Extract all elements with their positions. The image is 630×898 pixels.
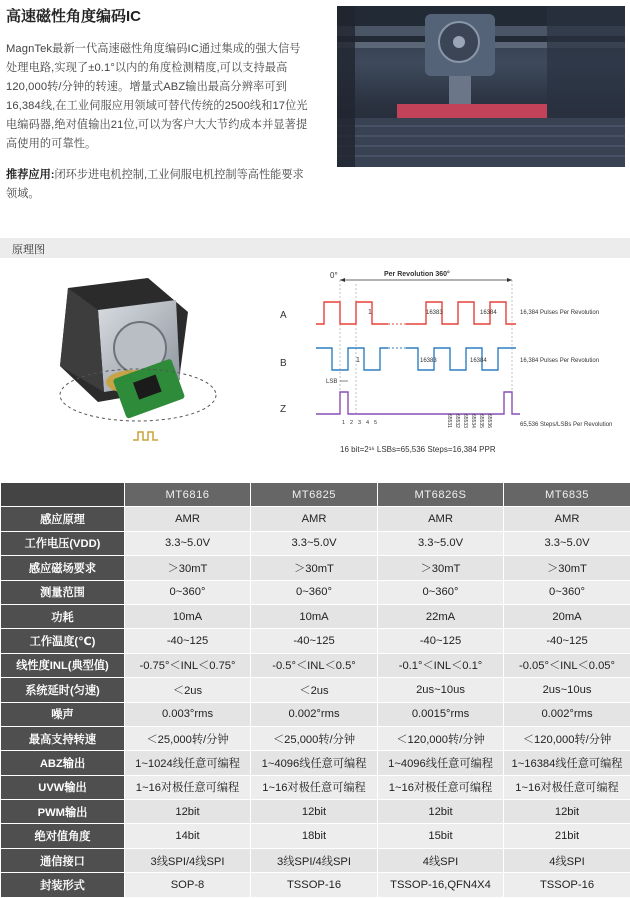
table-cell: ＜2us — [251, 678, 378, 702]
table-cell: 2us~10us — [378, 678, 504, 702]
table-cell: 0.0015°rms — [378, 702, 504, 726]
table-cell: 3.3~5.0V — [251, 531, 378, 555]
b-count-2: 16384 — [470, 358, 487, 364]
table-cell: 1~16对极任意可编程 — [125, 775, 251, 799]
table-cell: AMR — [504, 507, 630, 531]
table-cell: 14bit — [125, 824, 251, 848]
header-cell: MT6816 — [125, 483, 251, 507]
table-cell: 18bit — [251, 824, 378, 848]
motor-illustration — [28, 270, 238, 455]
table-row — [1, 848, 630, 872]
row-label: 测量范围 — [1, 580, 125, 604]
section-header — [0, 238, 630, 258]
table-cell: 12bit — [378, 800, 504, 824]
row-label: 工作温度(℃) — [1, 629, 125, 653]
table-cell: 1~16对极任意可编程 — [504, 775, 630, 799]
row-label: 最高支持转速 — [1, 726, 125, 750]
end-tick-6: 65536 — [486, 414, 492, 428]
step-tick-2: 2 — [350, 420, 354, 426]
table-cell: 3线SPI/4线SPI — [251, 848, 378, 872]
step-tick-1: 1 — [342, 420, 346, 426]
table-cell: ＜2us — [125, 678, 251, 702]
revolution-label: Per Revolution 360° — [384, 271, 450, 278]
channel-z-label: Z — [280, 404, 287, 415]
table-cell: -40~125 — [251, 629, 378, 653]
application-paragraph — [6, 166, 311, 204]
table-cell: -0.5°＜INL＜0.5° — [251, 653, 378, 677]
row-label: 工作电压(VDD) — [1, 531, 125, 555]
table-cell: AMR — [251, 507, 378, 531]
table-cell: TSSOP-16 — [504, 873, 630, 897]
table-cell: 1~1024线任意可编程 — [125, 751, 251, 775]
table-header-row — [1, 483, 630, 507]
table-cell: 1~16对极任意可编程 — [378, 775, 504, 799]
table-cell: 0~360° — [251, 580, 378, 604]
table-cell: SOP-8 — [125, 873, 251, 897]
page-title: 高速磁性角度编码IC — [6, 8, 142, 25]
step-tick-3: 3 — [358, 420, 362, 426]
intro-paragraph: MagnTek最新一代高速磁性角度编码IC通过集成的强大信号处理电路,实现了±0.1°以内的角度检测精度,可以支持最高120,000转/分钟的转速。增量式ABZ输出最高分辨率可到16,384线,在工业伺服应用领域可替代传统的2500线和17位光电编码器,绝对值输出21位,可以为客户大大节约成本并显著提高使用的可靠性。 — [6, 43, 308, 150]
row-label: 噪声 — [1, 702, 125, 726]
application-text: 闭环步进电机控制,工业伺服电机控制等高性能要求领域。 — [6, 169, 304, 200]
table-cell: -0.05°＜INL＜0.05° — [504, 653, 630, 677]
end-tick-1: 65531 — [446, 414, 452, 428]
table-cell: ＜25,000转/分钟 — [251, 726, 378, 750]
row-label: 通信接口 — [1, 848, 125, 872]
table-cell: 21bit — [504, 824, 630, 848]
zero-degree-label: 0° — [330, 271, 338, 280]
a-desc: 16,384 Pulses Per Revolution — [520, 310, 600, 316]
table-cell: 4线SPI — [378, 848, 504, 872]
header-cell: MT6825 — [251, 483, 378, 507]
table-row — [1, 824, 630, 848]
table-cell: 3.3~5.0V — [125, 531, 251, 555]
header-corner — [1, 483, 125, 507]
row-label: UVW输出 — [1, 775, 125, 799]
end-tick-4: 65534 — [470, 414, 476, 428]
z-desc: 65,536 Steps/LSBs Per Revolution — [520, 422, 613, 428]
table-cell: -40~125 — [125, 629, 251, 653]
header-cell: MT6826S — [378, 483, 504, 507]
printer-photo — [337, 6, 625, 167]
table-cell: 1~4096线任意可编程 — [251, 751, 378, 775]
table-row — [1, 678, 630, 702]
table-cell: 0.002°rms — [251, 702, 378, 726]
row-label: 封装形式 — [1, 873, 125, 897]
table-cell: ＞30mT — [125, 556, 251, 580]
table-cell: 0~360° — [504, 580, 630, 604]
step-tick-4: 4 — [366, 420, 370, 426]
table-cell: 22mA — [378, 604, 504, 628]
table-cell: 12bit — [504, 800, 630, 824]
row-label: ABZ输出 — [1, 751, 125, 775]
table-row — [1, 507, 630, 531]
table-row — [1, 531, 630, 555]
table-row — [1, 800, 630, 824]
spec-table — [0, 482, 630, 898]
end-tick-2: 65532 — [454, 414, 460, 428]
table-cell: AMR — [378, 507, 504, 531]
table-cell: ＞30mT — [504, 556, 630, 580]
timing-diagram — [276, 264, 628, 464]
table-cell: 12bit — [251, 800, 378, 824]
table-row — [1, 604, 630, 628]
row-label: PWM输出 — [1, 800, 125, 824]
table-cell: 1~4096线任意可编程 — [378, 751, 504, 775]
end-tick-3: 65533 — [462, 414, 468, 428]
row-label: 线性度INL(典型值) — [1, 653, 125, 677]
table-cell: -40~125 — [504, 629, 630, 653]
table-row — [1, 702, 630, 726]
table-cell: ＜25,000转/分钟 — [125, 726, 251, 750]
table-cell: 0.003°rms — [125, 702, 251, 726]
row-label: 感应原理 — [1, 507, 125, 531]
row-label: 感应磁场要求 — [1, 556, 125, 580]
a-count-2: 16384 — [480, 310, 497, 316]
row-label: 绝对值角度 — [1, 824, 125, 848]
step-tick-5: 5 — [374, 420, 378, 426]
b-desc: 16,384 Pulses Per Revolution — [520, 358, 600, 364]
table-cell: TSSOP-16,QFN4X4 — [378, 873, 504, 897]
formula-label: 16 bit=2¹⁶ LSBs=65,536 Steps=16,384 PPR — [340, 445, 496, 454]
table-cell: ＞30mT — [251, 556, 378, 580]
table-cell: -0.1°＜INL＜0.1° — [378, 653, 504, 677]
application-label: 推荐应用: — [6, 169, 55, 181]
table-cell: ＜120,000转/分钟 — [504, 726, 630, 750]
table-row — [1, 629, 630, 653]
b-pulse-label: 1 — [356, 357, 360, 364]
table-row — [1, 873, 630, 897]
table-cell: 2us~10us — [504, 678, 630, 702]
table-cell: 0.002°rms — [504, 702, 630, 726]
table-cell: TSSOP-16 — [251, 873, 378, 897]
table-cell: 0~360° — [378, 580, 504, 604]
table-cell: 1~16384线任意可编程 — [504, 751, 630, 775]
table-cell: 3.3~5.0V — [378, 531, 504, 555]
table-cell: -0.75°＜INL＜0.75° — [125, 653, 251, 677]
channel-b-label: B — [280, 358, 287, 369]
table-row — [1, 556, 630, 580]
table-cell: 15bit — [378, 824, 504, 848]
table-cell: 3.3~5.0V — [504, 531, 630, 555]
table-cell: AMR — [125, 507, 251, 531]
table-cell: ＜120,000转/分钟 — [378, 726, 504, 750]
table-row — [1, 775, 630, 799]
a-pulse-label: 1 — [368, 309, 372, 316]
table-cell: 12bit — [125, 800, 251, 824]
table-cell: 4线SPI — [504, 848, 630, 872]
table-cell: ＞30mT — [378, 556, 504, 580]
table-cell: 10mA — [125, 604, 251, 628]
lsb-label: LSB — [326, 379, 338, 385]
table-cell: -40~125 — [378, 629, 504, 653]
table-cell: 3线SPI/4线SPI — [125, 848, 251, 872]
table-cell: 0~360° — [125, 580, 251, 604]
table-cell: 20mA — [504, 604, 630, 628]
row-label: 功耗 — [1, 604, 125, 628]
header-cell: MT6835 — [504, 483, 630, 507]
end-tick-5: 65535 — [478, 414, 484, 428]
section-title: 原理图 — [12, 244, 45, 256]
a-count-1: 16383 — [426, 310, 443, 316]
table-row — [1, 726, 630, 750]
row-label: 系统延时(匀速) — [1, 678, 125, 702]
table-row — [1, 751, 630, 775]
table-row — [1, 653, 630, 677]
printer-illustration — [337, 6, 625, 167]
table-cell: 1~16对极任意可编程 — [251, 775, 378, 799]
table-cell: 10mA — [251, 604, 378, 628]
b-count-1: 16383 — [420, 358, 437, 364]
table-row — [1, 580, 630, 604]
channel-a-label: A — [280, 310, 287, 321]
